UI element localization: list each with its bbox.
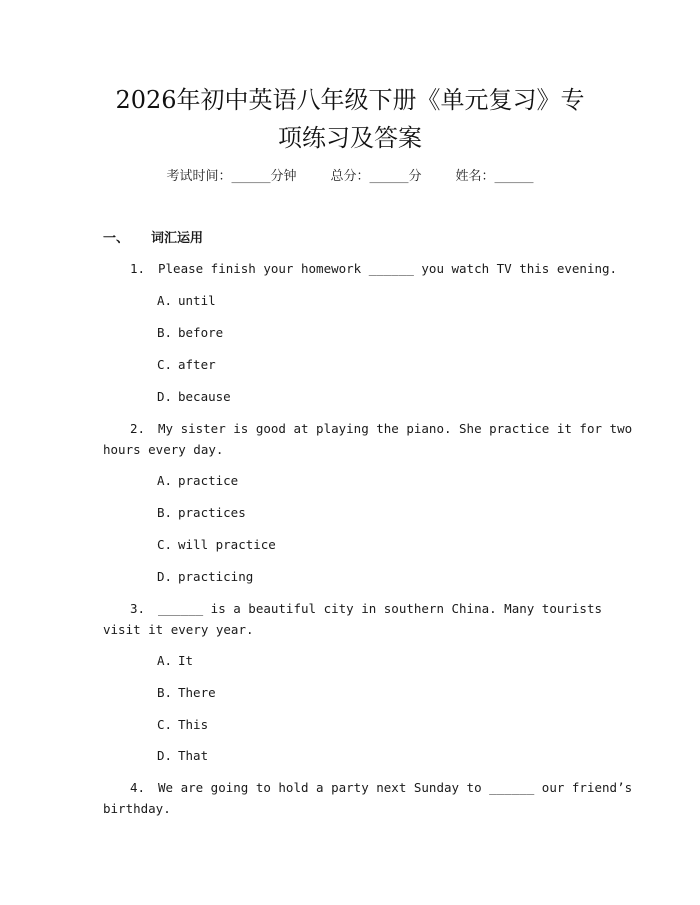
option-1b [157,322,223,344]
option-letter: C. [157,537,173,552]
option-letter: C. [157,357,173,372]
option-letter: B. [157,325,173,340]
question-3-continuation: visit it every year. [103,622,254,637]
score-field: 总分：______分 [330,169,422,184]
section-number: 一、 [103,231,130,246]
option-text: There [178,685,216,700]
option-letter: D. [157,748,173,763]
option-2c [157,534,276,556]
question-number: 2. [130,421,146,436]
option-letter: B. [157,685,173,700]
question-1 [130,258,617,280]
question-number: 1. [130,261,146,276]
option-text: because [178,389,231,404]
question-text: My sister is good at playing the piano. She practice it for two [158,421,633,436]
exam-meta [0,166,700,188]
option-2b [157,502,246,524]
page-title-line-1: 2026年初中英语八年级下册《单元复习》专 [115,86,585,114]
question-number: 4. [130,780,146,795]
option-2a [157,470,238,492]
option-text: practicing [178,569,254,584]
question-4 [130,777,632,799]
question-text: We are going to hold a party next Sunday to ______ our friend’s [158,780,633,795]
option-2d [157,566,253,588]
option-text: That [178,748,209,763]
option-text: until [178,293,216,308]
question-text: Please finish your homework ______ you watch TV this evening. [158,261,618,276]
option-text: This [178,717,209,732]
option-letter: A. [157,653,173,668]
option-text: It [178,653,194,668]
option-text: will practice [178,537,276,552]
option-text: practice [178,473,239,488]
option-letter: D. [157,569,173,584]
option-text: practices [178,505,246,520]
option-letter: B. [157,505,173,520]
option-3d [157,745,208,767]
option-letter: C. [157,717,173,732]
option-1a [157,290,216,312]
question-2-continuation: hours every day. [103,442,224,457]
question-number: 3. [130,601,146,616]
option-1d [157,386,231,408]
option-1c [157,354,216,376]
option-letter: A. [157,293,173,308]
option-3c [157,714,208,736]
option-3b [157,682,216,704]
option-3a [157,650,193,672]
page-title-line-2: 项练习及答案 [278,124,422,152]
section-title: 词汇运用 [151,231,204,246]
option-letter: D. [157,389,173,404]
option-text: before [178,325,224,340]
question-3 [130,598,602,620]
name-field: 姓名：______ [455,169,534,184]
question-2 [130,418,632,440]
option-text: after [178,357,216,372]
question-text: ______ is a beautiful city in southern China. Many tourists [158,601,603,616]
section-heading [103,228,203,250]
time-field: 考试时间：______分钟 [166,169,297,184]
question-4-continuation: birthday. [103,801,171,816]
option-letter: A. [157,473,173,488]
